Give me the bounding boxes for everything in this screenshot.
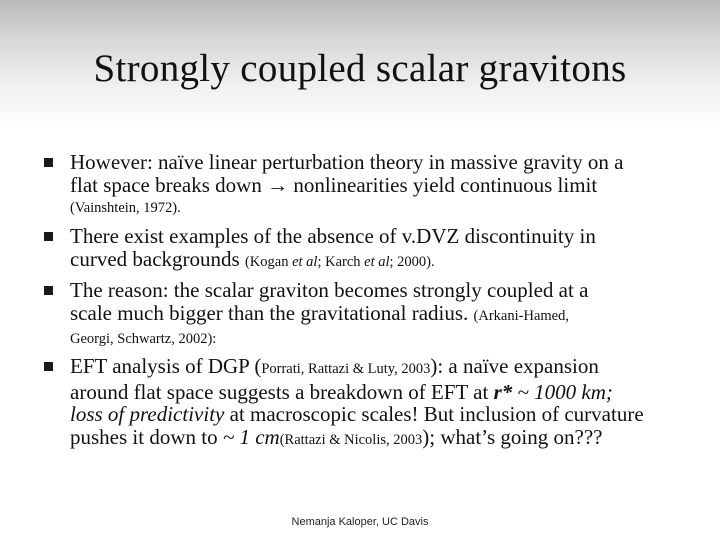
footer-credit: Nemanja Kaloper, UC Davis <box>291 516 429 528</box>
bullet-line <box>70 302 690 328</box>
bullet-line <box>70 426 690 452</box>
bullet-line-text: EFT analysis of DGP ( <box>70 354 262 378</box>
citation: (Vainshtein, 1972). <box>70 200 181 216</box>
bullet-line: The reason: the scalar graviton becomes strongly coupled at a <box>70 278 589 302</box>
square-bullet-icon <box>44 158 53 167</box>
citation: Georgi, Schwartz, 2002): <box>70 331 217 347</box>
bullet-line-text: scale much bigger than the gravitational radius. <box>70 300 469 325</box>
bullet-line <box>70 355 690 381</box>
bullet-text <box>70 355 690 451</box>
et-al: et al <box>292 253 318 270</box>
et-al: et al <box>364 253 390 270</box>
bullet-line-text: around flat space suggests a breakdown of EFT at <box>70 379 489 404</box>
bullet-line-text: at macroscopic scales! But inclusion of curvature <box>229 402 644 426</box>
emphasis-text: loss of predictivity <box>70 402 225 426</box>
r-star-symbol: r* <box>493 379 513 404</box>
bullet-line-text: ): a naïve expansion <box>430 354 599 378</box>
bullet-text <box>70 225 690 273</box>
bullet-text <box>70 279 690 351</box>
citation <box>245 254 435 270</box>
citation-part: ; 2000). <box>389 253 435 270</box>
bullet-line <box>70 248 690 274</box>
bullet-line-text: pushes it down to <box>70 424 218 449</box>
distance-value: ~ 1000 km; <box>517 379 613 404</box>
distance-value: ~ 1 cm <box>222 424 280 449</box>
slide-title: Strongly coupled scalar gravitons <box>93 47 627 90</box>
bullet-line <box>70 381 690 404</box>
citation-part: ; Karch <box>317 253 361 270</box>
square-bullet-icon <box>44 232 53 241</box>
square-bullet-icon <box>44 362 53 371</box>
bullet-line: flat space breaks down → nonlinearities yield continuous limit <box>70 172 598 197</box>
citation: (Arkani-Hamed, <box>473 307 569 324</box>
citation-part: (Kogan <box>244 253 289 270</box>
bullet-line-text: ); what’s going on??? <box>422 424 603 449</box>
bullet-line <box>70 403 690 426</box>
bullet-text <box>70 151 690 220</box>
square-bullet-icon <box>44 286 53 295</box>
citation: Porrati, Rattazi & Luty, 2003 <box>261 361 431 377</box>
citation: (Rattazi & Nicolis, 2003 <box>279 431 423 448</box>
bullet-line: However: naïve linear perturbation theory in massive gravity on a <box>70 150 624 174</box>
bullet-line: There exist examples of the absence of v.DVZ discontinuity in <box>70 224 596 248</box>
bullet-line-text: curved backgrounds <box>70 246 240 271</box>
